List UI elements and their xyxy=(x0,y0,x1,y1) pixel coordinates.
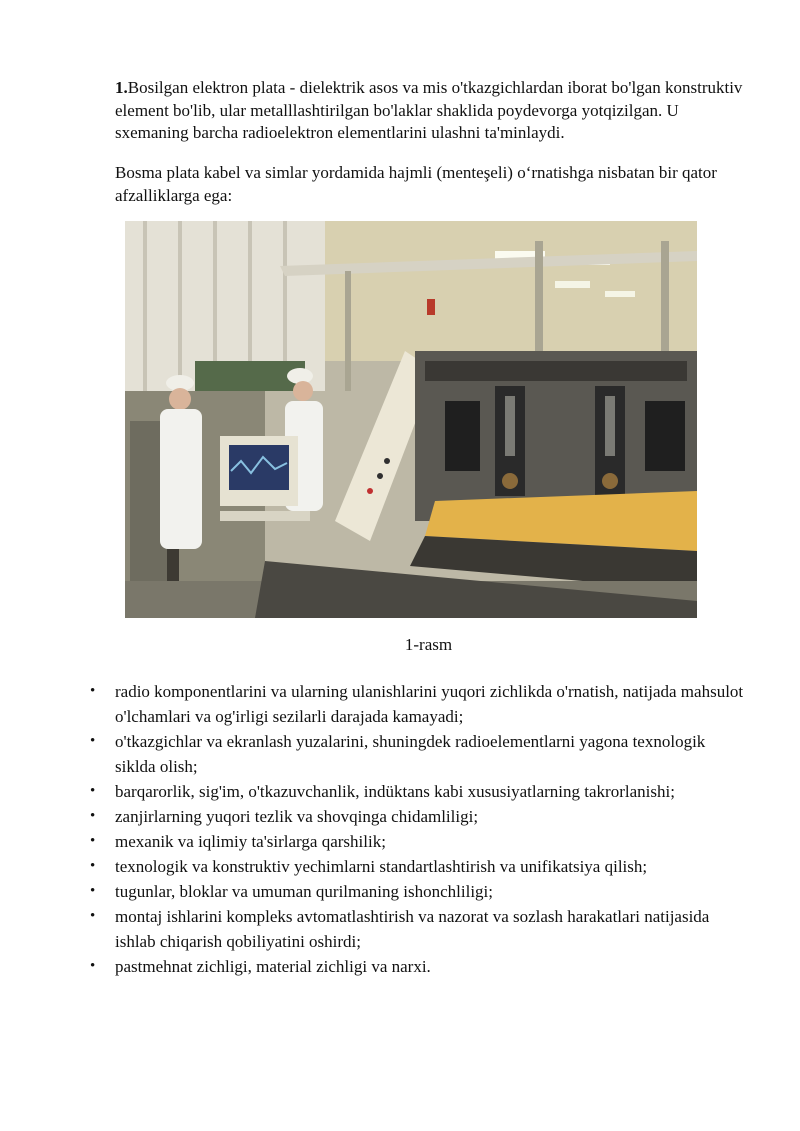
list-item xyxy=(90,804,750,829)
list-item xyxy=(90,954,750,979)
advantages-intro-paragraph: Bosma plata kabel va simlar yordamida hajmli (menteşeli) o‘rnatishga nisbatan bir qator afzalliklarga ega: xyxy=(115,163,717,205)
intro-paragraph xyxy=(115,77,745,145)
bullet-icon: • xyxy=(90,683,96,699)
intro-paragraph-text: Bosilgan elektron plata - dielektrik asos va mis o'tkazgichlardan iborat bo'lgan konstruktiv element bo'lib, ular metalllashtirilgan bo'laklar shaklida poydevorga yotqizilgan. U sxemaning barcha radioelektron elementlarini ulashni ta'minlaydi. xyxy=(115,78,743,142)
factory-photo xyxy=(125,221,697,618)
bullet-icon: • xyxy=(90,958,96,974)
list-item-text: tugunlar, bloklar va umuman qurilmaning ishonchliligi; xyxy=(115,882,493,901)
list-item-text: o'tkazgichlar va ekranlash yuzalarini, shuningdek radioelementlarni yagona texnologik sikldа olish; xyxy=(115,732,706,776)
bullet-icon: • xyxy=(90,808,96,824)
advantages-list xyxy=(90,679,750,979)
bullet-icon: • xyxy=(90,833,96,849)
bullet-icon: • xyxy=(90,733,96,749)
bullet-icon: • xyxy=(90,783,96,799)
list-item-text: texnologik va konstruktiv yechimlarni standartlashtirish va unifikatsiya qilish; xyxy=(115,857,648,876)
list-item-text: zanjirlarning yuqori tezlik va shovqinga chidamliligi; xyxy=(115,807,479,826)
list-item xyxy=(90,829,750,854)
bullet-icon: • xyxy=(90,858,96,874)
list-item xyxy=(90,779,750,804)
list-item xyxy=(90,729,750,779)
list-item-text: montaj ishlarini kompleks avtomatlashtirish va nazorat va sozlash harakatlari natijasida ishlab chiqarish qobiliyatini oshirdi; xyxy=(115,907,710,951)
figure-caption: 1-rasm xyxy=(404,635,453,654)
list-item-text: barqarorlik, sig'im, o'tkazuvchanlik, indüktans kabi xususiyatlarning takrorlanishi; xyxy=(115,782,675,801)
list-item xyxy=(90,679,750,729)
list-item-text: mexanik va iqlimiy ta'sirlarga qarshilik; xyxy=(115,832,386,851)
bullet-icon: • xyxy=(90,883,96,899)
bullet-icon: • xyxy=(90,908,96,924)
list-item-text: pastmehnat zichligi, material zichligi va narxi. xyxy=(115,957,431,976)
list-item-text: radio komponentlarini va ularning ulanishlarini yuqori zichlikda o'rnatish, natijada mahsulot o'lchamlari va og'irligi sezilarli darajada kamayadi; xyxy=(115,682,744,726)
list-item xyxy=(90,879,750,904)
paragraph-number: 1. xyxy=(115,78,128,97)
list-item xyxy=(90,904,750,954)
list-item xyxy=(90,854,750,879)
